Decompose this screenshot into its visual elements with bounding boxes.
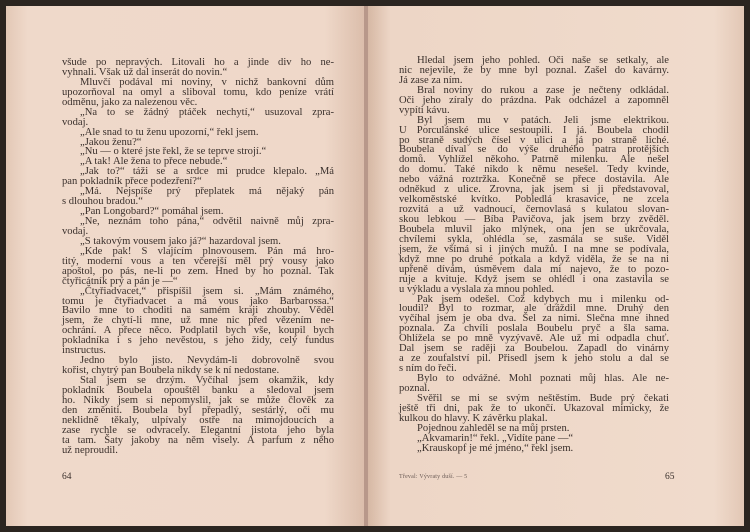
footer-signature: Třeval: Vývraty duší. — 5: [399, 474, 468, 480]
text-line: apoštol, po pás, ne-li po zem. Hned by ho poznal. Tak: [62, 265, 334, 277]
text-line: velkoměstské kvítko. Pobledlá krasavice, ne zcela: [399, 194, 669, 206]
text-line: den změniti. Boubela byl přepadlý, sestárlý, oči mu: [62, 404, 334, 416]
text-line: už neproudil.: [62, 444, 118, 456]
text-line: upřeně dívám, úsměvem dala mi najevo, že to pozo-: [399, 263, 669, 275]
text-line: a ze zoufalství pil. Přisedl jsem k jeho stolu a dal se: [399, 353, 669, 365]
text-line: Svěřil se mi se svým neštěstím. Bude prý čekati: [417, 392, 669, 404]
text-line: pokladníka i s jeho nevěstou, s jeho židy, celý fundus: [62, 335, 334, 347]
text-line: jsem, že všímá si i jiných mužů. I na mne se podívala,: [399, 243, 669, 255]
text-line: ruje a kvituje. Když jsem se ohlédl i ona zastavila se: [399, 273, 669, 285]
text-line: čtyřicátník prý a pán je —“: [62, 275, 178, 287]
text-line: ho. Nikdy jsem si nepomyslil, jak se může člověk za: [62, 394, 334, 406]
text-line: Dal jsem se raději za Boubelou. Zapadl do vinárny: [399, 343, 669, 355]
text-line: Byl jsem mu v patách. Jeli jsme elektrikou.: [417, 114, 669, 126]
text-line: titý, moderní vous a ten včerejší měl prý vousy jako: [62, 255, 334, 267]
text-line: Ohlížela se po mně vyzývavě. Ale už mi odpadla chuť.: [399, 333, 669, 345]
text-line: ochrání. A přece něco. Podplatil bych vše, koupil bych: [62, 325, 334, 337]
text-line: U Porculánské ulice sestoupili. I já. Boubela chodil: [399, 124, 669, 136]
text-line: Bylo to odvážné. Mohl poznati můj hlas. Ale ne-: [417, 373, 669, 384]
text-line: nebo vážná roztržka. Konečně se přece dostavila. Ale: [399, 174, 669, 186]
text-line: po straně sudých čísel v ulici a já po straně liché.: [399, 134, 669, 146]
text-line: s dlouhou bradou.“: [62, 196, 143, 208]
text-line: loudil? Byl to rozmar, ale dráždil mne. Druhý den: [399, 303, 669, 315]
text-line: skou lebkou — Bíba Pavičova, jak jsem brzy zvěděl.: [399, 214, 669, 225]
text-line: poznala. Za chvíli poslala Boubelu pryč a šla sama.: [399, 323, 669, 335]
text-line: jsem, že chytí-li mne, už mne nic před vězením ne-: [62, 315, 334, 327]
text-line: Hledal jsem jeho pohled. Oči naše se setkaly, ale: [417, 55, 669, 66]
text-line: Boubela díval se do výše druhého patra protějších: [399, 144, 669, 156]
text-line: chvílemi sykla, ohlédla se, zasmála se suše. Viděl: [399, 233, 669, 245]
text-line: „Čtyřiadvacet,“ přispíšil jsem si. „Mám známého,: [80, 285, 334, 297]
text-line: Pak jsem odešel. Což kdybych mu i milenku od-: [417, 293, 669, 305]
text-line: Jedno bylo jisto. Nevydám-li dobrovolně svou: [80, 355, 334, 367]
text-line: „Ale snad to tu ženu upozorní,“ řekl jsem.: [80, 126, 259, 138]
text-line: „Má. Nejspíše prý přeplatek má nějaký pán: [80, 186, 334, 198]
text-line: Boubela mluvil jako mlýnek, ona jen se ukrčovala,: [399, 223, 669, 235]
text-line: pokladník Boubela opouštěl banku a sledoval jsem: [62, 384, 334, 396]
text-line: když mne po druhé potkala a když viděla, že se na ni: [399, 253, 669, 265]
text-line: nic nejevile, že by mne byl poznal. Zašel do kavárny.: [399, 64, 669, 76]
text-line: tomu je čtyřiadvacet a má vous jako Barbarossa.“: [62, 295, 334, 307]
text-line: kořist, chytrý pan Boubela nikdy se k ní nedostane.: [62, 365, 280, 377]
text-line: Stal jsem se drzým. Vyčíhal jsem okamžik, kdy: [80, 375, 334, 386]
text-line: „Ne, neznám toho pána,“ odvětil naivně můj zpra-: [80, 216, 334, 227]
text-line: vyčíhal jsem je oba dva. Šel za nimi. Slečna mne ihned: [399, 313, 669, 325]
right-page-text: [399, 56, 669, 454]
text-line: poznal.: [399, 382, 430, 394]
right-page: [368, 6, 744, 526]
text-line: upozorňoval na omyl a sliboval tomu, kdo peníze vrátí: [62, 86, 334, 98]
text-line: Mluvčí podával mi noviny, v nichž bankovní dům: [80, 76, 334, 88]
text-line: kulkou do hlavy. K závěrku plakal.: [399, 412, 548, 424]
text-line: Bavilo mne to choditi na samém kraji zhouby. Věděl: [62, 305, 334, 317]
text-line: vyhnali. Však už dal inserát do novin.“: [62, 66, 228, 78]
page-number: 65: [665, 472, 675, 482]
text-line: rozvitá a už vadnoucí, černovlasá s kulatou slovan-: [399, 204, 669, 216]
text-line: s ním do řeči.: [399, 363, 457, 375]
text-line: Pojednou zahleděl se na můj prsten.: [417, 422, 570, 434]
left-page-text: [62, 58, 334, 456]
text-line: domů. Vyhlížel někoho. Patrně milenku. Ale nešel: [399, 154, 669, 166]
text-line: do domu. Také nikdo k němu nesešel. Tedy kvinde,: [399, 164, 669, 176]
text-line: „A tak! Ale žena to přece nebude.“: [80, 156, 228, 168]
text-line: „Pan Longobard?“ pomáhal jsem.: [80, 206, 224, 218]
text-line: vodaj.: [62, 116, 89, 128]
text-line: neklidně těkaly, ulpívaly ostře na mimojdoucích a: [62, 414, 334, 426]
text-line: odněkud z ulice. Zrovna, jak jsem si ji představoval,: [399, 184, 669, 196]
text-line: „Kde pak! S vlajícím plnovousem. Pán má hro-: [80, 245, 334, 257]
text-line: odměnu, jako za nalezenou věc.: [62, 96, 198, 108]
left-page: [6, 6, 368, 526]
text-line: ta tam. Šaty jakoby na něm visely. A parfum z něho: [62, 434, 334, 446]
text-line: instructus.: [62, 345, 106, 357]
text-line: „Jakou ženu?“: [80, 136, 142, 148]
text-line: u výkladu a vyslala za mnou pohled.: [399, 283, 555, 295]
text-line: „S takovým vousem jako já?“ hazardoval jsem.: [80, 235, 281, 247]
text-line: Já zase za ním.: [399, 74, 463, 86]
text-line: všude po nepravých. Litovali ho a jinde div ho ne-: [62, 57, 334, 68]
text-line: „Nu — o které jste řekl, že se teprve strojí.“: [80, 146, 267, 158]
text-line: zase rychle se odvracely. Elegantní jistota jeho byla: [62, 424, 334, 436]
page-number: 64: [62, 472, 72, 482]
text-line: Oči jeho zíraly do prázdna. Pak odcházel a zapomněl: [399, 94, 669, 106]
text-line: vodaj.: [62, 225, 89, 237]
text-line: vypíti kávu.: [399, 104, 450, 116]
text-line: „Na to se žádný ptáček nechytí,“ usuzoval zpra-: [80, 106, 334, 118]
text-line: „Krauskopf je mé jméno,“ řekl jsem.: [417, 442, 574, 454]
text-line: pan pokladník přece podezření?“: [62, 176, 202, 188]
text-line: „Akvamarin!“ řekl. „Vidíte pane —“: [417, 432, 574, 444]
text-line: ještě tři dni, pak že to ukončí. Ukazoval mimicky, že: [399, 402, 669, 414]
text-line: Bral noviny do rukou a zase je nečteny odkládal.: [417, 84, 669, 96]
text-line: „Jak to?“ táži se a srdce mi prudce klepalo. „Má: [80, 166, 334, 178]
